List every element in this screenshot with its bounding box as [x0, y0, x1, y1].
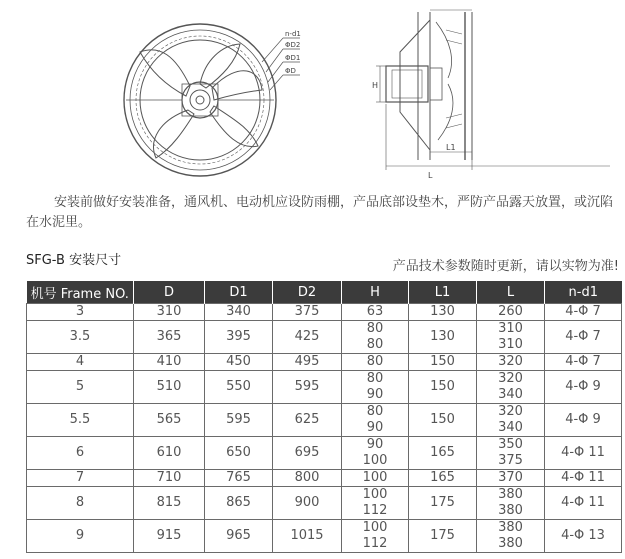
table-cell-d2: 425: [273, 321, 342, 354]
table-cell-d2: 1015: [273, 520, 342, 553]
table-cell-l: [477, 371, 545, 404]
table-cell-d: 510: [134, 371, 205, 404]
table-cell-value: 90: [366, 387, 384, 402]
table-cell-l1: 175: [409, 520, 477, 553]
table-cell-nd1: 4-Φ 7: [545, 354, 622, 371]
table-cell-d: 815: [134, 487, 205, 520]
table-cell-d2: 595: [273, 371, 342, 404]
table-cell-l1: 165: [409, 437, 477, 470]
table-cell-l1: 130: [409, 321, 477, 354]
table-cell-value: 375: [498, 453, 523, 468]
column-header: n-d1: [545, 281, 622, 304]
column-header: L: [477, 281, 545, 304]
table-cell-value: 310: [498, 321, 523, 336]
table-cell-l: [477, 404, 545, 437]
table-cell-h: [342, 304, 409, 321]
table-cell-l1: 150: [409, 404, 477, 437]
table-cell-value: 80: [366, 371, 384, 386]
update-notice: 产品技术参数随时更新，请以实物为准!: [392, 259, 619, 274]
table-cell-nd1: 4-Φ 9: [545, 371, 622, 404]
table-cell-h: [342, 371, 409, 404]
installation-dimensions-table: [26, 281, 622, 553]
table-cell-l: [477, 321, 545, 354]
table-cell-nd1: 4-Φ 7: [545, 304, 622, 321]
label-l1: L1: [446, 143, 456, 152]
label-phi-d: ΦD: [285, 67, 296, 75]
label-h: H: [372, 81, 379, 90]
table-cell-value: 100: [362, 520, 388, 535]
table-cell-nd1: 4-Φ 7: [545, 321, 622, 354]
table-cell-d1: 965: [205, 520, 273, 553]
table-cell-frame: 6: [27, 437, 134, 470]
table-cell-value: 340: [498, 420, 523, 435]
table-cell-nd1: 4-Φ 11: [545, 487, 622, 520]
table-cell-frame: 5.5: [27, 404, 134, 437]
table-cell-value: 340: [498, 387, 523, 402]
section-title: SFG-B 安装尺寸: [26, 253, 122, 268]
table-row: [27, 487, 622, 520]
table-cell-nd1: 4-Φ 13: [545, 520, 622, 553]
table-cell-l: [477, 487, 545, 520]
table-row: [27, 321, 622, 354]
table-cell-h: [342, 404, 409, 437]
table-cell-d2: 900: [273, 487, 342, 520]
table-cell-l: [477, 354, 545, 371]
column-header: D1: [205, 281, 273, 304]
table-cell-l1: 175: [409, 487, 477, 520]
table-cell-h: [342, 354, 409, 371]
table-cell-value: 260: [498, 304, 523, 319]
table-cell-value: 320: [498, 404, 523, 419]
table-cell-value: 80: [366, 404, 384, 419]
column-header: H: [342, 281, 409, 304]
table-cell-d: 610: [134, 437, 205, 470]
table-cell-value: 80: [366, 337, 384, 352]
table-cell-value: 320: [498, 371, 523, 386]
table-cell-d1: 865: [205, 487, 273, 520]
table-cell-h: [342, 487, 409, 520]
table-cell-value: 380: [498, 520, 523, 535]
table-cell-frame: 3: [27, 304, 134, 321]
table-cell-value: 380: [498, 503, 523, 518]
table-cell-nd1: 4-Φ 9: [545, 404, 622, 437]
table-cell-d2: 695: [273, 437, 342, 470]
label-n-d1: n-d1: [285, 30, 301, 38]
table-cell-value: 310: [498, 337, 523, 352]
table-cell-value: 63: [366, 304, 384, 319]
table-cell-value: 370: [498, 470, 523, 485]
table-row: [27, 371, 622, 404]
table-cell-l: [477, 520, 545, 553]
table-cell-value: 90: [366, 437, 384, 452]
table-row: [27, 304, 622, 321]
table-row: [27, 520, 622, 553]
column-header: 机号 Frame NO.: [27, 281, 134, 304]
installation-note-text: 安装前做好安装准备，通风机、电动机应设防雨棚，产品底部设垫木，严防产品露天放置，或沉陷在水泥里。: [26, 195, 614, 230]
table-cell-l: [477, 470, 545, 487]
table-cell-d: 410: [134, 354, 205, 371]
table-cell-d2: 375: [273, 304, 342, 321]
table-cell-d: 710: [134, 470, 205, 487]
table-cell-frame: 4: [27, 354, 134, 371]
table-cell-d1: 650: [205, 437, 273, 470]
table-cell-d2: 495: [273, 354, 342, 371]
table-cell-l1: 165: [409, 470, 477, 487]
fan-technical-drawings: [0, 0, 625, 180]
table-cell-d1: 450: [205, 354, 273, 371]
table-cell-d2: 800: [273, 470, 342, 487]
table-cell-frame: 7: [27, 470, 134, 487]
table-cell-value: 112: [362, 536, 388, 551]
table-cell-value: 320: [498, 354, 523, 369]
table-cell-nd1: 4-Φ 11: [545, 437, 622, 470]
table-cell-h: [342, 437, 409, 470]
table-cell-value: 350: [498, 437, 523, 452]
column-header: D: [134, 281, 205, 304]
table-row: [27, 404, 622, 437]
table-cell-frame: 9: [27, 520, 134, 553]
table-cell-d1: 340: [205, 304, 273, 321]
label-l: L: [428, 171, 433, 180]
table-cell-l: [477, 437, 545, 470]
label-phi-d1: ΦD1: [285, 54, 301, 62]
table-row: [27, 437, 622, 470]
table-row: [27, 470, 622, 487]
table-cell-nd1: 4-Φ 11: [545, 470, 622, 487]
table-cell-l1: 150: [409, 354, 477, 371]
table-cell-value: 100: [362, 487, 388, 502]
table-cell-value: 380: [498, 536, 523, 551]
table-cell-d: 565: [134, 404, 205, 437]
table-cell-h: [342, 520, 409, 553]
table-cell-d: 915: [134, 520, 205, 553]
table-cell-value: 80: [366, 354, 384, 369]
table-cell-d2: 625: [273, 404, 342, 437]
table-cell-h: [342, 470, 409, 487]
table-cell-value: 380: [498, 487, 523, 502]
table-cell-d1: 765: [205, 470, 273, 487]
table-cell-value: 112: [362, 503, 388, 518]
table-cell-d1: 395: [205, 321, 273, 354]
table-cell-value: 80: [366, 321, 384, 336]
table-cell-d: 365: [134, 321, 205, 354]
table-cell-h: [342, 321, 409, 354]
table-cell-frame: 8: [27, 487, 134, 520]
side-view-drawing: [376, 10, 610, 170]
table-cell-d1: 595: [205, 404, 273, 437]
table-cell-l: [477, 304, 545, 321]
table-cell-d1: 550: [205, 371, 273, 404]
table-cell-value: 100: [362, 470, 388, 485]
column-header: D2: [273, 281, 342, 304]
table-header-row: [27, 281, 622, 304]
installation-note: [26, 193, 616, 233]
front-view-drawing: [124, 24, 300, 176]
table-cell-l1: 130: [409, 304, 477, 321]
table-cell-d: 310: [134, 304, 205, 321]
column-header: L1: [409, 281, 477, 304]
table-row: [27, 354, 622, 371]
label-phi-d2: ΦD2: [285, 41, 301, 49]
table-cell-value: 90: [366, 420, 384, 435]
table-cell-frame: 5: [27, 371, 134, 404]
table-cell-frame: 3.5: [27, 321, 134, 354]
table-cell-l1: 150: [409, 371, 477, 404]
table-cell-value: 100: [362, 453, 388, 468]
